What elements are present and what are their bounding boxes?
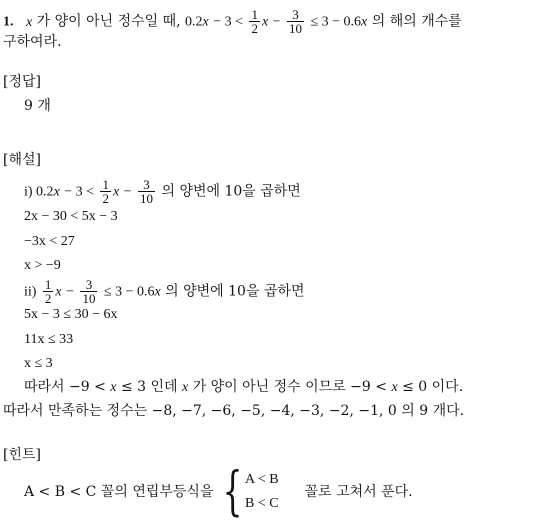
hint-cases: A < B B < C <box>245 472 279 511</box>
problem-line-2: 구하여라. <box>3 34 62 50</box>
hint-tail: 꼴로 고쳐서 푼다. <box>304 484 413 500</box>
ineq-part: − 3 < <box>213 14 244 30</box>
solution-step-3: −3x < 27 <box>24 234 75 249</box>
minus-sign: − <box>272 14 281 30</box>
fraction-three-tenths: $\frac{3}{10}$ <box>140 177 154 206</box>
solution-step-1: i) 0.2x − 3 < $\frac{1}{2}$ x − $\frac{3}{10}$ 의 양변에 10을 곱하면 <box>24 177 301 206</box>
solution-step-8: x ≤ 3 <box>24 356 53 371</box>
conclusion-line-2: 따라서 만족하는 정수는 −8, −7, −6, −5, −4, −3, −2, −1, 0 의 9 개다. <box>3 403 465 419</box>
solution-step-2: 2x − 30 < 5x − 3 <box>24 209 118 224</box>
conclusion-line-1: 따라서 −9 < x ≤ 3 인데 x 가 양이 아닌 정수 이므로 −9 < x ≤ 0 이다. <box>24 379 464 395</box>
problem-intro: 가 양이 아닌 정수일 때, <box>36 13 181 30</box>
solution-step-5: ii) $\frac{1}{2}$ x − $\frac{3}{10}$ ≤ 3 − 0.6x 의 양변에 10을 곱하면 <box>24 277 305 306</box>
hint-body <box>24 462 413 522</box>
variable-x: x <box>202 14 209 30</box>
ineq-coef: 0.2 <box>185 14 203 30</box>
ineq-rest: ≤ 3 − 0.6 <box>310 14 362 30</box>
problem-number: 1. <box>3 14 14 30</box>
solution-header: [해설] <box>3 152 41 168</box>
variable-x: x <box>261 14 269 30</box>
solution-step-7: 11x ≤ 33 <box>24 332 74 347</box>
problem-line-1 <box>3 8 462 35</box>
fraction-three-tenths: $\frac{3}{10}$ <box>82 277 96 306</box>
solution-step-4: x > −9 <box>24 258 61 273</box>
answer-value: 9 개 <box>24 98 51 114</box>
answer-header: [정답] <box>3 74 41 90</box>
fraction-three-tenths: $\frac{3}{10}$ <box>289 7 302 36</box>
fraction-one-half: $\frac{1}{2}$ <box>251 7 258 36</box>
variable-x: x <box>25 14 33 30</box>
hint-lead: A < B < C 꼴의 연립부등식을 <box>24 484 214 500</box>
fraction-one-half: $\frac{1}{2}$ <box>44 277 52 306</box>
variable-x: x <box>361 14 368 30</box>
fraction-one-half: $\frac{1}{2}$ <box>102 177 109 206</box>
hint-header: [힌트] <box>3 447 41 463</box>
problem-suffix: 의 해의 개수를 <box>371 13 462 30</box>
solution-step-6: 5x − 3 ≤ 30 − 6x <box>24 307 118 322</box>
brace-icon: { <box>222 462 243 522</box>
